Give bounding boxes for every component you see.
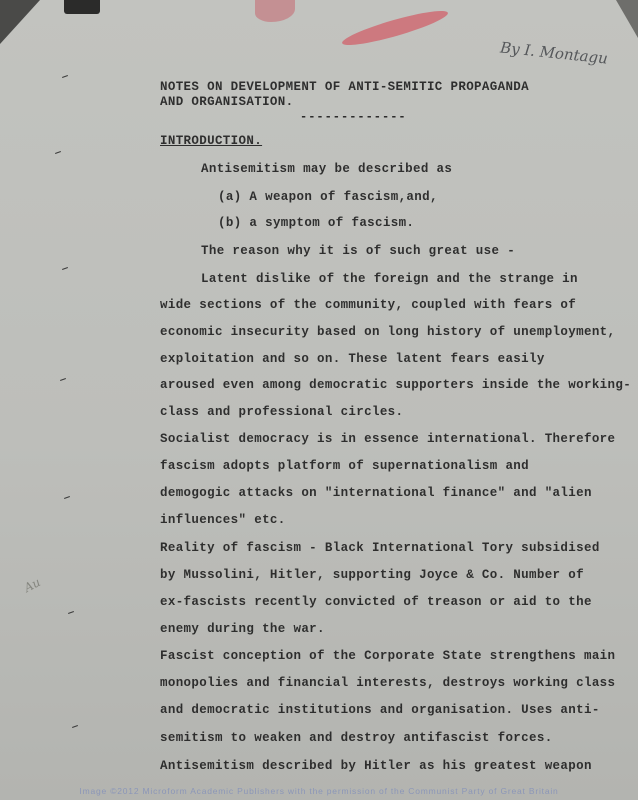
body-line: ex-fascists recently convicted of treason or aid to the <box>160 595 592 609</box>
margin-tick <box>62 267 68 270</box>
body-line: monopolies and financial interests, destroys working class <box>160 676 616 690</box>
body-line: Socialist democracy is in essence international. Therefore <box>160 432 616 446</box>
body-line: class and professional circles. <box>160 405 404 419</box>
body-line: economic insecurity based on long history of unemployment, <box>160 325 616 339</box>
body-line: aroused even among democratic supporters inside the working- <box>160 378 632 392</box>
body-line: enemy during the war. <box>160 622 325 636</box>
body-line: Fascist conception of the Corporate State strengthens main <box>160 649 616 663</box>
body-line: demogogic attacks on "international finance" and "alien <box>160 486 592 500</box>
body-line: Antisemitism may be described as <box>201 162 453 176</box>
image-credit-footer: Image ©2012 Microform Academic Publishers with the permission of the Communist Party of Great Britain <box>79 786 559 796</box>
margin-tick <box>60 378 66 381</box>
body-line: Latent dislike of the foreign and the strange in <box>201 272 578 286</box>
page-corner-shadow-right <box>616 0 638 38</box>
body-line: Reality of fascism - Black International Tory subsidised <box>160 541 600 555</box>
body-line: exploitation and so on. These latent fears easily <box>160 352 545 366</box>
document-title-line-1: NOTES ON DEVELOPMENT OF ANTI-SEMITIC PROPAGANDA <box>160 80 530 94</box>
document-title-line-2: AND ORGANISATION. <box>160 95 294 109</box>
body-line: The reason why it is of such great use - <box>201 244 516 258</box>
body-line: fascism adopts platform of supernationalism and <box>160 459 530 473</box>
section-heading: INTRODUCTION. <box>160 134 263 148</box>
body-line: by Mussolini, Hitler, supporting Joyce & Co. Number of <box>160 568 584 582</box>
page-corner-shadow <box>0 0 40 44</box>
body-line: Antisemitism described by Hitler as his greatest weapon <box>160 759 592 773</box>
red-pencil-mark <box>340 5 450 51</box>
body-line: wide sections of the community, coupled with fears of <box>160 298 577 312</box>
title-rule: ------------- <box>300 110 407 124</box>
body-line: semitism to weaken and destroy antifascist forces. <box>160 731 553 745</box>
handwritten-author-note: By I. Montagu <box>499 38 609 68</box>
body-line: (b) a symptom of fascism. <box>218 216 415 230</box>
margin-tick <box>62 75 68 78</box>
margin-tick <box>68 611 74 614</box>
body-line: (a) A weapon of fascism,and, <box>218 190 438 204</box>
body-line: and democratic institutions and organisation. Uses anti- <box>160 703 600 717</box>
margin-annotation: Au <box>21 574 43 596</box>
red-smudge <box>255 0 295 22</box>
binding-tab <box>64 0 100 14</box>
margin-tick <box>72 725 78 728</box>
body-line: influences" etc. <box>160 513 286 527</box>
margin-tick <box>55 151 61 154</box>
margin-tick <box>64 496 70 499</box>
